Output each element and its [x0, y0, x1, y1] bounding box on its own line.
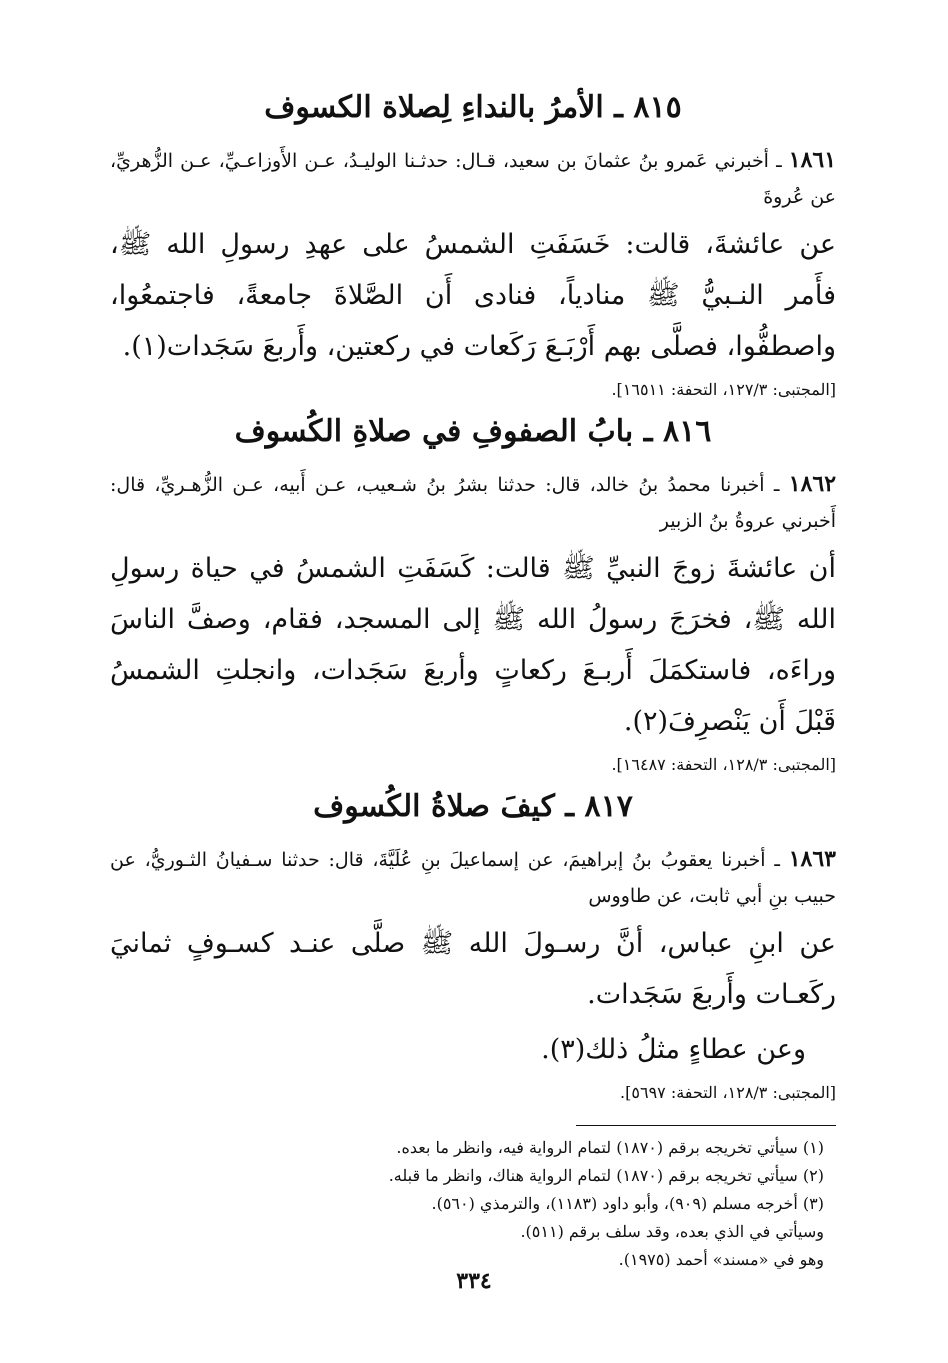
- hadith-1861-text: عن عائشةَ، قالت: خَسَفَتِ الشمسُ على عهدِ رسولِ الله ﷺ، فأَمر النـبيُّ ﷺ منادياً، فنادى أَن الصَّلاةَ جامعةً، فاجتمعُوا، واصطفُّوا، فصلَّى بهم أَرْبَـعَ رَكَعات في ركعتين، وأَربعَ سَجَدات(١).: [110, 229, 836, 362]
- hadith-1863-reference: [المجتبى: ١٢٨/٣، التحفة: ٥٦٩٧].: [620, 1083, 836, 1102]
- page-body: [110, 80, 836, 1274]
- hadith-1862-reference: [المجتبى: ١٢٨/٣، التحفة: ١٦٤٨٧].: [611, 755, 836, 774]
- chapter-heading-817: ٨١٧ ـ كيفَ صلاةُ الكُسوف: [313, 789, 633, 824]
- isnad-text: ـ أخبرنا محمدُ بنُ خالد، قال: حدثنا بشرُ بنُ شـعيب، عـن أَبيه، عـن الزُّهـريِّ، قال: أَخبرني عروةُ بنُ الزبير: [110, 474, 836, 532]
- footnote-3-continued: وسيأتي في الذي بعده، وقد سلف برقم (٥١١).: [520, 1222, 824, 1241]
- hadith-1863-additional-text: وعن عطاءٍ مثلُ ذلك(٣).: [541, 1034, 806, 1065]
- chapter-heading-815: ٨١٥ ـ الأمرُ بالنداءِ لِصلاة الكسوف: [264, 90, 682, 125]
- hadith-1863-chain: [110, 841, 836, 914]
- page-number: ٣٣٤: [456, 1268, 492, 1294]
- footnote-2: (٢) سيأتي تخريجه برقم (١٨٧٠) لتمام الرواية هناك، وانظر ما قبله.: [388, 1166, 824, 1185]
- footnote-divider: [576, 1125, 836, 1126]
- isnad-text: ـ أخبرنا يعقوبُ بنُ إبراهيمَ، عن إسماعيلَ بنِ عُلَيَّةَ، قال: حدثنا سـفيانُ الثـوريُّ، عن حبيب بنِ أبي ثابت، عن طاووس: [110, 849, 836, 907]
- footnote-3-continued-2: وهو في «مسند» أحمد (١٩٧٥).: [618, 1250, 824, 1269]
- hadith-number: ١٨٦٢: [788, 471, 837, 497]
- hadith-number: ١٨٦١: [788, 147, 837, 173]
- hadith-1863-text: عن ابنِ عباس، أنَّ رسـولَ الله ﷺ صلَّى عنـد كسـوفٍ ثمانيَ ركَعـات وأَربعَ سَجَدات.: [110, 928, 836, 1010]
- hadith-1862-text: أن عائشةَ زوجَ النبيِّ ﷺ قالت: كَسَفَتِ الشمسُ في حياة رسولِ الله ﷺ، فخرَجَ رسولُ الله ﷺ إلى المسجد، فقام، وصفَّ الناسَ وراءَه، فاستكمَلَ أَربـعَ ركعاتٍ وأربعَ سَجَدات، وانجلتِ الشمسُ قَبْلَ أَن يَنْصرِفَ(٢).: [110, 553, 836, 737]
- footnote-3: (٣) أخرجه مسلم (٩٠٩)، وأبو داود (١١٨٣)، والترمذي (٥٦٠).: [431, 1194, 824, 1213]
- footnotes: [110, 1134, 836, 1274]
- isnad-text: ـ أخبرني عَمرو بنُ عثمانَ بن سعيد، قـال: حدثـنا الوليـدُ، عـن الأَوزاعـيِّ، عـن الزُّهريِّ، عن عُروةَ: [110, 150, 836, 208]
- hadith-1862-chain: [110, 466, 836, 539]
- chapter-heading-816: ٨١٦ ـ بابُ الصفوفِ في صلاةِ الكُسوف: [234, 414, 712, 449]
- hadith-1861-reference: [المجتبى: ١٢٧/٣، التحفة: ١٦٥١١].: [611, 380, 836, 399]
- footnote-1: (١) سيأتي تخريجه برقم (١٨٧٠) لتمام الرواية فيه، وانظر ما بعده.: [396, 1138, 824, 1157]
- hadith-1861-chain: [110, 142, 836, 215]
- hadith-number: ١٨٦٣: [788, 846, 836, 872]
